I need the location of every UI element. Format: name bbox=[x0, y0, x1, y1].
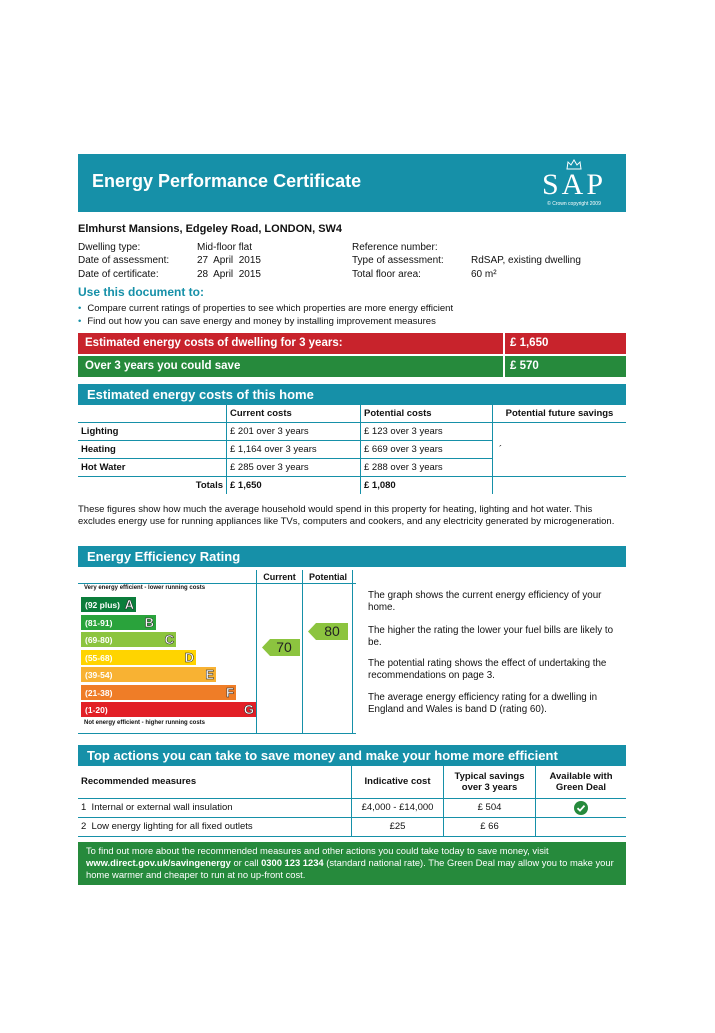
use-bullet: • Compare current ratings of properties to see which properties are more energy efficient bbox=[78, 303, 454, 314]
assessment-type-value: RdSAP, existing dwelling bbox=[471, 255, 581, 266]
table-header: Available with Green Deal bbox=[536, 766, 627, 798]
potential-rating-arrow bbox=[308, 623, 346, 640]
band-letter: A bbox=[124, 597, 134, 612]
sap-logo bbox=[534, 158, 614, 208]
reference-label: Reference number: bbox=[352, 242, 438, 253]
property-address: Elmhurst Mansions, Edgeley Road, LONDON, SW4 bbox=[78, 223, 343, 235]
use-bullet: • Find out how you can save energy and money by installing improvement measures bbox=[78, 316, 436, 327]
actions-table bbox=[78, 766, 626, 837]
green-deal-cell bbox=[536, 798, 627, 817]
table-row bbox=[78, 798, 626, 817]
certificate-header bbox=[78, 154, 626, 212]
footer-link[interactable]: www.direct.gov.uk/savingenergy bbox=[86, 857, 231, 868]
row-label: Heating bbox=[81, 444, 116, 455]
green-deal-cell bbox=[536, 817, 627, 836]
band-range: (92 plus) bbox=[85, 600, 120, 610]
band-range: (55-68) bbox=[85, 652, 113, 663]
certificate-date-label: Date of certificate: bbox=[78, 269, 159, 280]
potential-cost: £ 669 over 3 years bbox=[361, 441, 493, 459]
totals-potential: £ 1,080 bbox=[361, 477, 493, 495]
rating-explanation: The graph shows the current energy efficiency of your home. bbox=[368, 590, 602, 613]
costs-section-header: Estimated energy costs of this home bbox=[78, 384, 626, 405]
current-cost: £ 285 over 3 years bbox=[227, 459, 361, 477]
estimated-cost-value: £ 1,650 bbox=[510, 337, 549, 349]
band-letter: C bbox=[164, 632, 174, 647]
footer-text: (standard national rate). The Green Deal may allow you to make your home warmer and cheaper to run at no up-front cost. bbox=[86, 857, 614, 880]
table-header: Indicative cost bbox=[352, 766, 444, 798]
potential-column bbox=[304, 570, 353, 733]
table-header: Recommended measures bbox=[81, 776, 197, 788]
rating-band-d bbox=[81, 650, 196, 665]
band-letter: E bbox=[205, 667, 214, 682]
inefficient-note: Not energy efficient - higher running costs bbox=[84, 720, 206, 726]
current-cost: £ 1,164 over 3 years bbox=[227, 441, 361, 459]
potential-cost: £ 123 over 3 years bbox=[361, 423, 493, 441]
efficiency-section-header: Energy Efficiency Rating bbox=[78, 546, 626, 567]
table-header: Potential future savings bbox=[493, 405, 627, 423]
estimated-cost-label: Estimated energy costs of dwelling for 3 years: bbox=[85, 337, 343, 349]
rating-explanation: The higher the rating the lower your fuel bills are likely to be. bbox=[368, 625, 614, 648]
band-range: (39-54) bbox=[85, 670, 113, 680]
band-range: (81-91) bbox=[85, 617, 113, 628]
dwelling-type-label: Dwelling type: bbox=[78, 242, 141, 253]
totals-label: Totals bbox=[195, 480, 223, 491]
actions-section-header: Top actions you can take to save money and make your home more efficient bbox=[78, 745, 626, 766]
band-letter: F bbox=[226, 684, 234, 700]
rating-band-g bbox=[81, 702, 256, 717]
assessment-date-label: Date of assessment: bbox=[78, 255, 170, 266]
rating-band-c bbox=[81, 632, 176, 647]
potential-rating-value: 80 bbox=[324, 623, 340, 639]
efficient-note: Very energy efficient - lower running costs bbox=[84, 585, 206, 591]
crown-copyright: © Crown copyright 2009 bbox=[547, 201, 601, 207]
band-letter: D bbox=[184, 649, 194, 665]
savings-bar bbox=[78, 356, 626, 377]
savings-label: Over 3 years you could save bbox=[85, 360, 241, 372]
row-label: Hot Water bbox=[81, 462, 126, 473]
rating-explanation: The average energy efficiency rating for a dwelling in England and Wales is band D (rating 60). bbox=[368, 692, 598, 715]
assessment-date-value: 27 April 2015 bbox=[197, 255, 261, 266]
potential-column-header: Potential bbox=[308, 572, 347, 582]
rating-band-e bbox=[81, 667, 216, 682]
measure-saving: £ 66 bbox=[444, 817, 536, 836]
rating-band-b bbox=[81, 615, 156, 630]
table-header: Typical savings over 3 years bbox=[444, 766, 536, 798]
band-range: (69-80) bbox=[85, 635, 113, 645]
page-title: Energy Performance Certificate bbox=[92, 171, 362, 191]
rating-explanation: The potential rating shows the effect of undertaking the recommendations on page 3. bbox=[368, 658, 607, 681]
potential-savings-cell: ´ bbox=[493, 423, 627, 477]
floor-area-value: 60 m² bbox=[471, 269, 497, 280]
band-letter: B bbox=[144, 614, 154, 630]
current-rating-arrow bbox=[262, 639, 298, 656]
measure-saving: £ 504 bbox=[444, 798, 536, 817]
measure-name: 2 Low energy lighting for all fixed outlets bbox=[81, 821, 253, 832]
sap-logo-text: SAP bbox=[541, 168, 607, 201]
footer-text: To find out more about the recommended measures and other actions you could take today to save money, visit bbox=[86, 845, 549, 856]
row-label: Lighting bbox=[81, 426, 119, 437]
band-letter: G bbox=[243, 702, 254, 717]
rating-band-f bbox=[81, 685, 236, 700]
footer-info: To find out more about the recommended measures and other actions you could take today to save money, visit www.direct.gov.uk/savingenergy or call 0300 123 1234 (standard national rate). The Green Deal may allow you to make your home warmer and cheaper to run at no up-front cost. bbox=[78, 842, 626, 885]
table-header: Potential costs bbox=[361, 405, 493, 423]
dwelling-type-value: Mid-floor flat bbox=[197, 242, 253, 253]
energy-costs-table bbox=[78, 405, 626, 494]
band-range: (1-20) bbox=[85, 705, 108, 715]
table-row bbox=[78, 817, 626, 836]
current-column-header: Current bbox=[263, 572, 296, 582]
measure-cost: £4,000 - £14,000 bbox=[352, 798, 444, 817]
footer-phone: 0300 123 1234 bbox=[261, 857, 324, 868]
table-row bbox=[78, 423, 626, 441]
use-document-title: Use this document to: bbox=[78, 285, 205, 299]
measure-cost: £25 bbox=[352, 817, 444, 836]
savings-value: £ 570 bbox=[510, 360, 539, 372]
band-range: (21-38) bbox=[85, 687, 113, 698]
floor-area-label: Total floor area: bbox=[352, 269, 421, 280]
estimated-cost-bar bbox=[78, 333, 626, 354]
totals-row bbox=[78, 477, 626, 495]
rating-band-a bbox=[81, 597, 136, 612]
certificate-date-value: 28 April 2015 bbox=[197, 269, 261, 280]
current-cost: £ 201 over 3 years bbox=[227, 423, 361, 441]
potential-cost: £ 288 over 3 years bbox=[361, 459, 493, 477]
totals-current: £ 1,650 bbox=[227, 477, 361, 495]
current-rating-value: 70 bbox=[276, 639, 292, 655]
table-header bbox=[78, 405, 227, 423]
assessment-type-label: Type of assessment: bbox=[352, 255, 444, 266]
costs-note: These figures show how much the average household would spend in this property for heating, lighting and hot water. This excludes energy use for running appliances like TVs, computers and cookers, and any electricity generated by microgeneration. bbox=[78, 504, 615, 527]
table-header: Current costs bbox=[227, 405, 361, 423]
check-icon bbox=[574, 801, 588, 815]
measure-name: 1 Internal or external wall insulation bbox=[81, 802, 233, 813]
